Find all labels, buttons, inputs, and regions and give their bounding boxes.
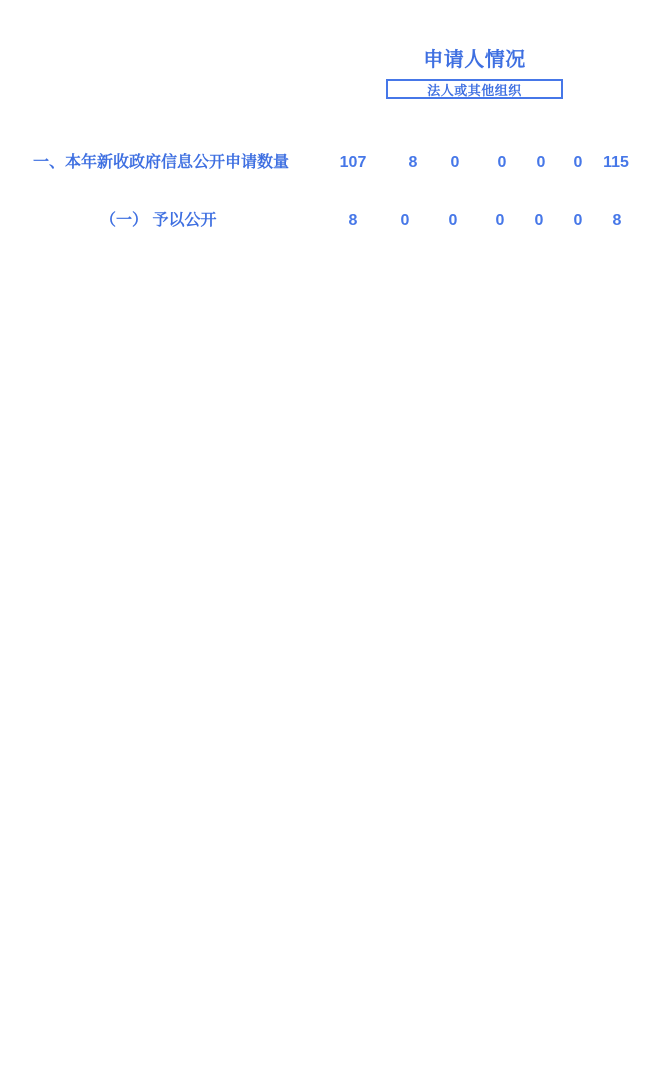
row-label-new-applications: 一、本年新收政府信息公开申请数量 <box>33 154 290 171</box>
cell-value: 8 <box>408 154 418 171</box>
legal-person-header-label: 法人或其他组织 <box>427 82 522 98</box>
cell-value: 0 <box>450 154 460 171</box>
legal-person-header-cell <box>386 79 563 99</box>
cell-value: 0 <box>573 154 583 171</box>
cell-value: 0 <box>495 212 505 229</box>
cell-value: 107 <box>339 154 367 171</box>
cell-value-total: 115 <box>603 154 629 171</box>
cell-value: 0 <box>400 212 410 229</box>
cell-value: 0 <box>536 154 546 171</box>
row-label-granted-disclosure: （一） 予以公开 <box>100 212 217 229</box>
cell-value-total: 8 <box>612 212 622 229</box>
cell-value: 8 <box>348 212 358 229</box>
cell-value: 0 <box>534 212 544 229</box>
cell-value: 0 <box>573 212 583 229</box>
cell-value: 0 <box>497 154 507 171</box>
cell-value: 0 <box>448 212 458 229</box>
page-title: 申请人情况 <box>423 49 526 71</box>
